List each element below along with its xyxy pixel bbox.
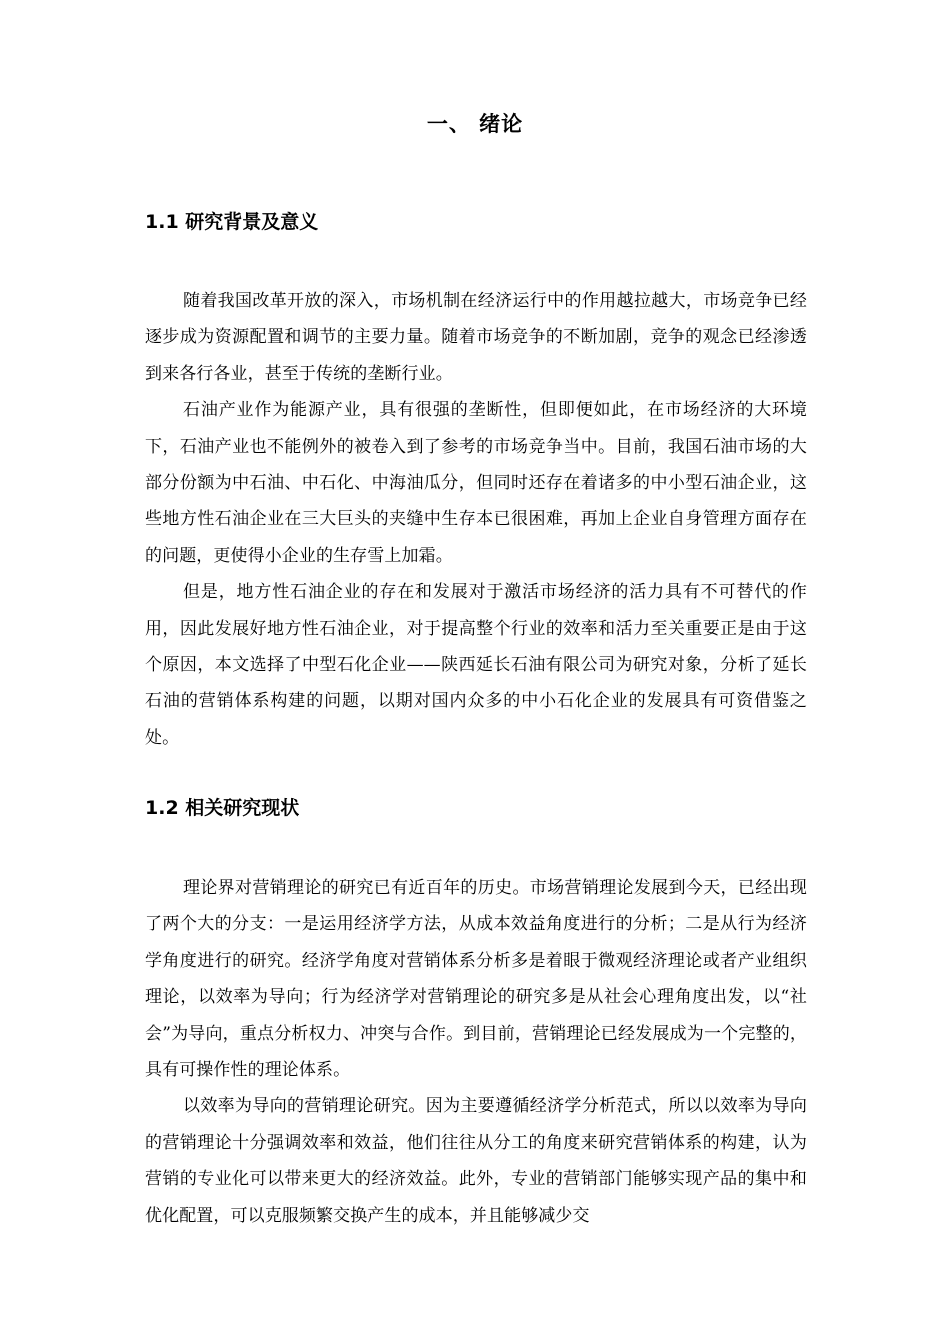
paragraph: 以效率为导向的营销理论研究。因为主要遵循经济学分析范式，所以以效率为导向的营销理论十分强调效率和效益，他们往往从分工的角度来研究营销体系的构建，认为营销的专业化可以带来更大的经济效益。此外，专业的营销部门能够实现产品的集中和优化配置，可以克服频繁交换产生的成本，并且能够减少交 <box>145 1096 807 1226</box>
paragraph: 石油产业作为能源产业，具有很强的垄断性，但即便如此，在市场经济的大环境下，石油产业也不能例外的被卷入到了参考的市场竞争当中。目前，我国石油市场的大部分份额为中石油、中石化、中海油瓜分，但同时还存在着诸多的中小型石油企业，这些地方性石油企业在三大巨头的夹缝中生存本已很困难，再加上企业自身管理方面存在的问题，更使得小企业的生存雪上加霜。 <box>145 400 807 566</box>
chapter-title: 一、 绪论 <box>426 112 524 136</box>
section-body-1-2 <box>145 870 807 1234</box>
section-heading-1-2: 1.2 相关研究现状 <box>145 797 300 819</box>
paragraph: 随着我国改革开放的深入，市场机制在经济运行中的作用越拉越大，市场竞争已经逐步成为资源配置和调节的主要力量。随着市场竞争的不断加剧，竞争的观念已经渗透到来各行各业，甚至于传统的垄断行业。 <box>145 291 807 384</box>
section-heading-1-1: 1.1 研究背景及意义 <box>145 211 319 233</box>
paragraph: 但是，地方性石油企业的存在和发展对于激活市场经济的活力具有不可替代的作用，因此发展好地方性石油企业，对于提高整个行业的效率和活力至关重要正是由于这个原因，本文选择了中型石化企业——陕西延长石油有限公司为研究对象，分析了延长石油的营销体系构建的问题，以期对国内众多的中小石化企业的发展具有可资借鉴之处。 <box>145 582 807 748</box>
paragraph: 理论界对营销理论的研究已有近百年的历史。市场营销理论发展到今天，已经出现了两个大的分支：一是运用经济学方法，从成本效益角度进行的分析；二是从行为经济学角度进行的研究。经济学角度对营销体系分析多是着眼于微观经济理论或者产业组织理论，以效率为导向；行为经济学对营销理论的研究多是从社会心理角度出发，以“社会”为导向，重点分析权力、冲突与合作。到目前，营销理论已经发展成为一个完整的，具有可操作性的理论体系。 <box>145 878 807 1081</box>
section-body-1-1 <box>145 283 807 756</box>
